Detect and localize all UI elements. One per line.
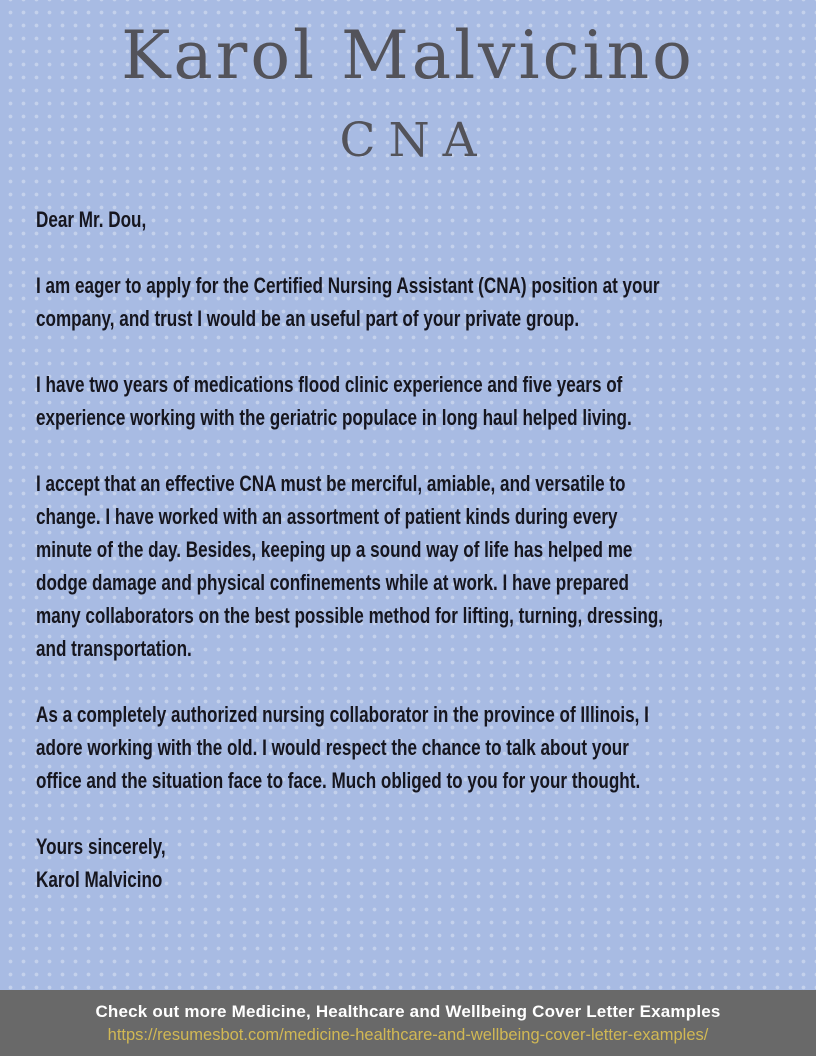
letter-line: As a completely authorized nursing collaborator in the province of Illinois, I	[36, 702, 649, 727]
letter-paragraph	[36, 368, 663, 434]
footer-link[interactable]: https://resumesbot.com/medicine-healthcare-and-wellbeing-cover-letter-examples/	[107, 1026, 709, 1044]
letter-line: I accept that an effective CNA must be merciful, amiable, and versatile to	[36, 471, 626, 496]
letter-line: minute of the day. Besides, keeping up a sound way of life has helped me	[36, 537, 633, 562]
salutation-line: Dear Mr. Dou,	[36, 207, 147, 232]
letter-line: and transportation.	[36, 636, 192, 661]
letter-line: I am eager to apply for the Certified Nursing Assistant (CNA) position at your	[36, 273, 660, 298]
salutation	[36, 203, 663, 236]
letter-line: I have two years of medications flood clinic experience and five years of	[36, 372, 623, 397]
footer-heading: Check out more Medicine, Healthcare and Wellbeing Cover Letter Examples	[95, 1002, 721, 1021]
candidate-role: CNA	[339, 113, 490, 168]
letter-line: change. I have worked with an assortment of patient kinds during every	[36, 504, 618, 529]
letter-line: many collaborators on the best possible method for lifting, turning, dressing,	[36, 603, 664, 628]
candidate-name: Karol Malvicino	[121, 17, 695, 94]
letter-body	[36, 203, 663, 896]
letter-line: Yours sincerely,	[36, 834, 166, 859]
letter-paragraph	[36, 269, 663, 335]
letter-line: experience working with the geriatric populace in long haul helped living.	[36, 405, 632, 430]
letter-paragraph	[36, 698, 663, 797]
letter-paragraph	[36, 467, 663, 665]
letter-line: adore working with the old. I would respect the chance to talk about your	[36, 735, 629, 760]
letter-line: dodge damage and physical confinements while at work. I have prepared	[36, 570, 629, 595]
footer-bar	[0, 990, 816, 1056]
letter-header	[0, 0, 816, 166]
letter-closing	[36, 830, 663, 896]
letter-line: office and the situation face to face. Much obliged to you for your thought.	[36, 768, 641, 793]
letter-line: company, and trust I would be an useful part of your private group.	[36, 306, 580, 331]
letter-paragraphs	[36, 269, 663, 797]
letter-line: Karol Malvicino	[36, 867, 163, 892]
